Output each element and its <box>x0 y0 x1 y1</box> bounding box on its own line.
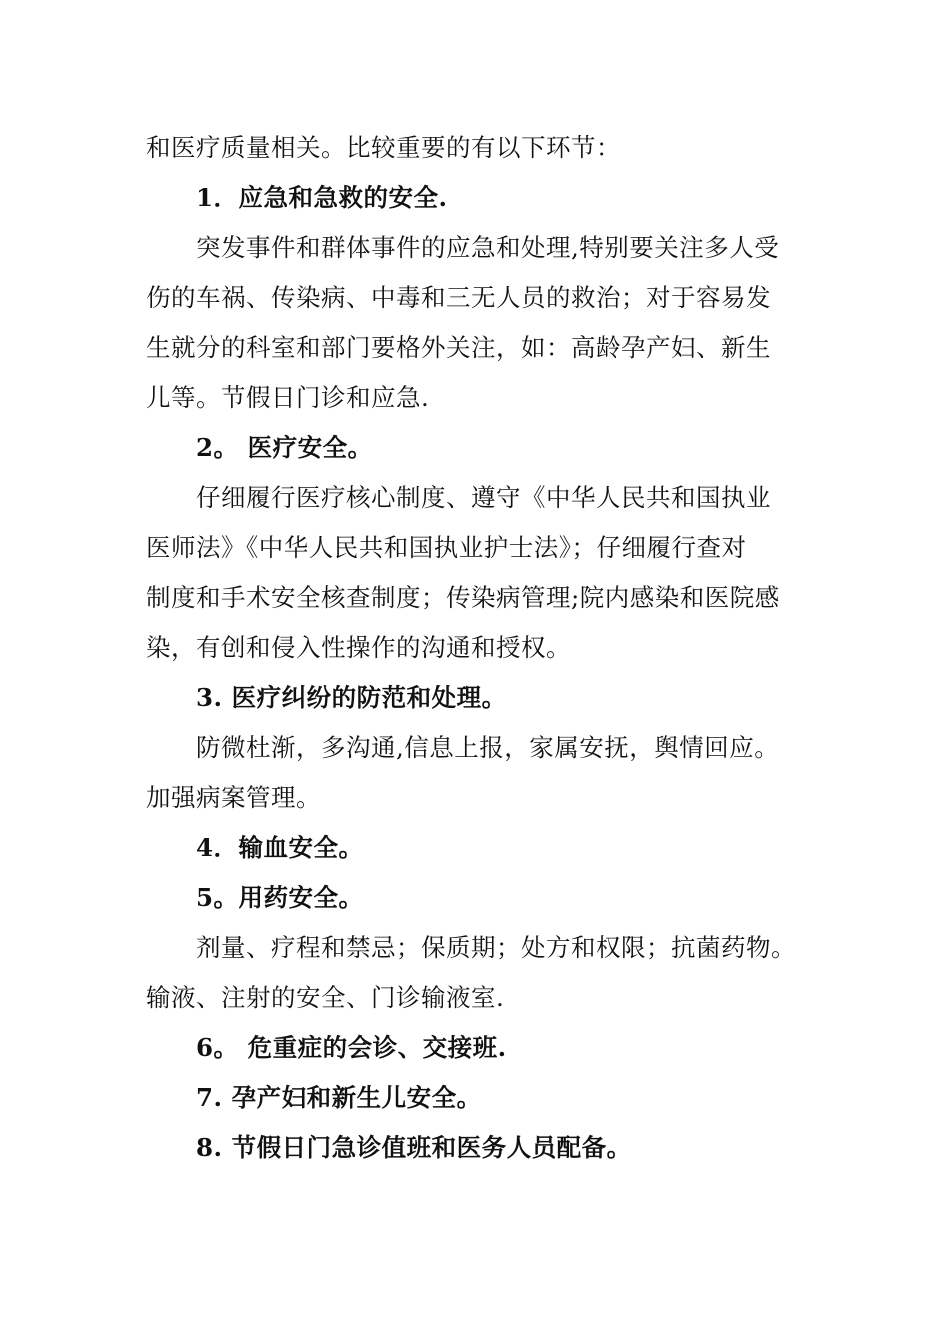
section-heading-7: 7. 孕产妇和新生儿安全。 <box>196 1083 482 1112</box>
section-heading-8: 8. 节假日门急诊值班和医务人员配备。 <box>196 1133 632 1162</box>
section-heading-6: 6。 危重症的会诊、交接班. <box>196 1033 507 1062</box>
section-heading-3: 3. 医疗纠纷的防范和处理。 <box>196 683 507 712</box>
paragraph-line: 输液、注射的安全、门诊输液室. <box>146 983 505 1012</box>
paragraph-line: 剂量、疗程和禁忌；保质期；处方和权限；抗菌药物。 <box>196 933 796 962</box>
paragraph-line: 加强病案管理。 <box>146 783 321 812</box>
paragraph-line: 染，有创和侵入性操作的沟通和授权。 <box>146 633 571 662</box>
section-heading-1: 1．应急和急救的安全. <box>196 183 448 212</box>
paragraph-line: 和医疗质量相关。比较重要的有以下环节： <box>146 133 621 162</box>
section-heading-2: 2。 医疗安全。 <box>196 433 373 462</box>
section-heading-5: 5。用药安全。 <box>196 883 364 912</box>
paragraph-line: 医师法》《中华人民共和国执业护士法》；仔细履行查对 <box>146 533 747 562</box>
paragraph-line: 制度和手术安全核查制度；传染病管理;院内感染和医院感 <box>146 583 780 612</box>
paragraph-line: 仔细履行医疗核心制度、遵守《中华人民共和国执业 <box>196 483 771 512</box>
paragraph-line: 伤的车祸、传染病、中毒和三无人员的救治；对于容易发 <box>146 283 771 312</box>
paragraph-line: 防微杜渐，多沟通,信息上报，家属安抚，舆情回应。 <box>196 733 780 762</box>
paragraph-line: 儿等。节假日门诊和应急. <box>146 383 430 412</box>
paragraph-line: 生就分的科室和部门要格外关注，如：高龄孕产妇、新生 <box>146 333 771 362</box>
paragraph-line: 突发事件和群体事件的应急和处理,特别要关注多人受 <box>196 233 780 262</box>
section-heading-4: 4．输血安全。 <box>196 833 364 862</box>
